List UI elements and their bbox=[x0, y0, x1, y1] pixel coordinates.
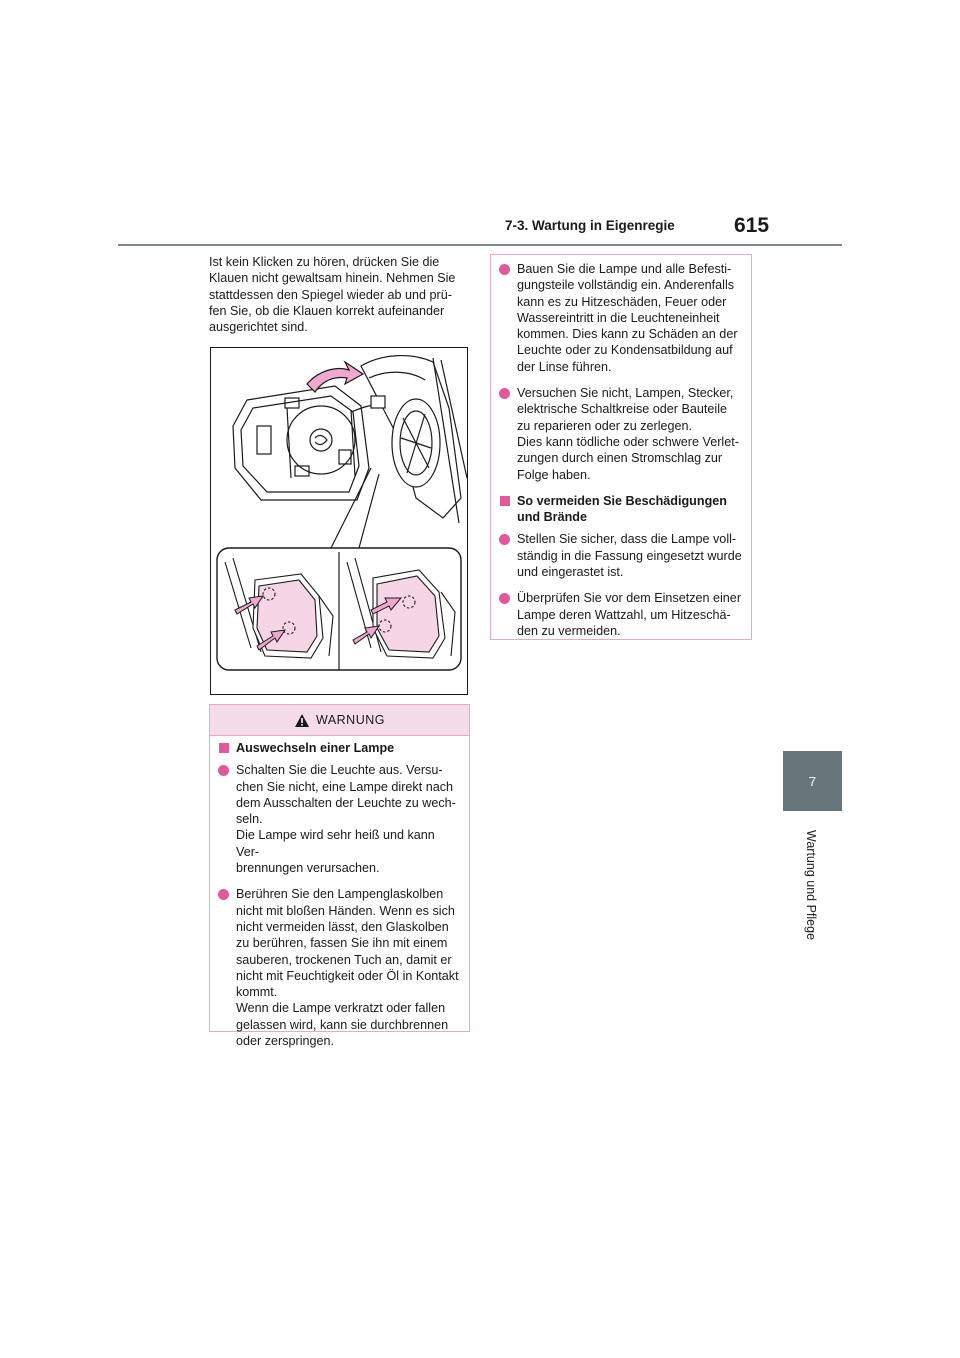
warning-content bbox=[210, 736, 469, 1049]
warning-section-title: Auswechseln einer Lampe bbox=[214, 740, 461, 756]
caution-bullet: Versuchen Sie nicht, Lampen, Stecker, elektrische Schaltkreise oder Bauteile zu reparieren oder zu zerlegen. Dies kann tödliche oder schwere Verlet- zungen durch einen Stromschlag zur Folge haben. bbox=[495, 385, 743, 483]
warning-header bbox=[210, 705, 469, 736]
intro-paragraph bbox=[209, 254, 471, 335]
warning-title: WARNUNG bbox=[315, 712, 385, 727]
caution-section-title: So vermeiden Sie Beschädigungen und Brände bbox=[495, 493, 743, 526]
caution-bullet: Stellen Sie sicher, dass die Lampe voll- ständig in die Fassung eingesetzt wurde und eingerastet ist. bbox=[495, 531, 743, 580]
intro-text: Ist kein Klicken zu hören, drücken Sie die Klauen nicht gewaltsam hinein. Nehmen Sie stattdessen den Spiegel wieder ab und prü- fen Sie, ob die Klauen korrekt aufeinander ausgerichtet sind. bbox=[209, 255, 456, 335]
caution-bullet: Bauen Sie die Lampe und alle Befesti- gungsteile vollständig ein. Anderenfalls kann es zu Hitzeschäden, Feuer oder Wassereintritt in die Leuchteneinheit kommen. Dies kann zu Schäden an der Leuchte oder zu Kondensatbildung auf der Linse führen. bbox=[495, 261, 743, 375]
square-bullet-icon bbox=[500, 496, 510, 506]
chapter-tab bbox=[783, 751, 842, 811]
round-bullet-icon bbox=[499, 593, 510, 604]
caution-content bbox=[491, 255, 751, 639]
warning-triangle-icon bbox=[294, 713, 310, 728]
warning-box bbox=[209, 704, 470, 1049]
caution-box bbox=[490, 254, 752, 640]
section-heading: 7-3. Wartung in Eigenregie bbox=[505, 218, 675, 233]
chapter-number: 7 bbox=[808, 773, 817, 789]
round-bullet-icon bbox=[499, 264, 510, 275]
square-bullet-icon bbox=[219, 743, 229, 753]
page-number: 615 bbox=[734, 214, 770, 237]
round-bullet-icon bbox=[499, 534, 510, 545]
mirror-drawing bbox=[211, 348, 467, 694]
warning-bullet: Schalten Sie die Leuchte aus. Versu- chen Sie nicht, eine Lampe direkt nach dem Ausschalten der Leuchte zu wech- seln. Die Lampe wird sehr heiß und kann Ver- brennungen verursachen. bbox=[214, 762, 461, 876]
round-bullet-icon bbox=[499, 388, 510, 399]
round-bullet-icon bbox=[218, 765, 229, 776]
mirror-illustration bbox=[210, 347, 468, 695]
round-bullet-icon bbox=[218, 889, 229, 900]
warning-bullet: Berühren Sie den Lampenglaskolben nicht mit bloßen Händen. Wenn es sich nicht vermeiden lässt, den Glaskolben zu berühren, fassen Sie ihn mit einem sauberen, trockenen Tuch an, damit er nicht mit Feuchtigkeit oder Öl in Kontakt kommt. Wenn die Lampe verkratzt oder fallen gelassen wird, kann sie durchbrennen oder zerspringen. bbox=[214, 886, 461, 1049]
caution-bullet: Überprüfen Sie vor dem Einsetzen einer Lampe deren Wattzahl, um Hitzeschä- den zu vermeiden. bbox=[495, 590, 743, 639]
chapter-title: Wartung und Pflege bbox=[804, 830, 818, 941]
chapter-side-title bbox=[782, 830, 842, 970]
header-rule bbox=[118, 244, 842, 246]
